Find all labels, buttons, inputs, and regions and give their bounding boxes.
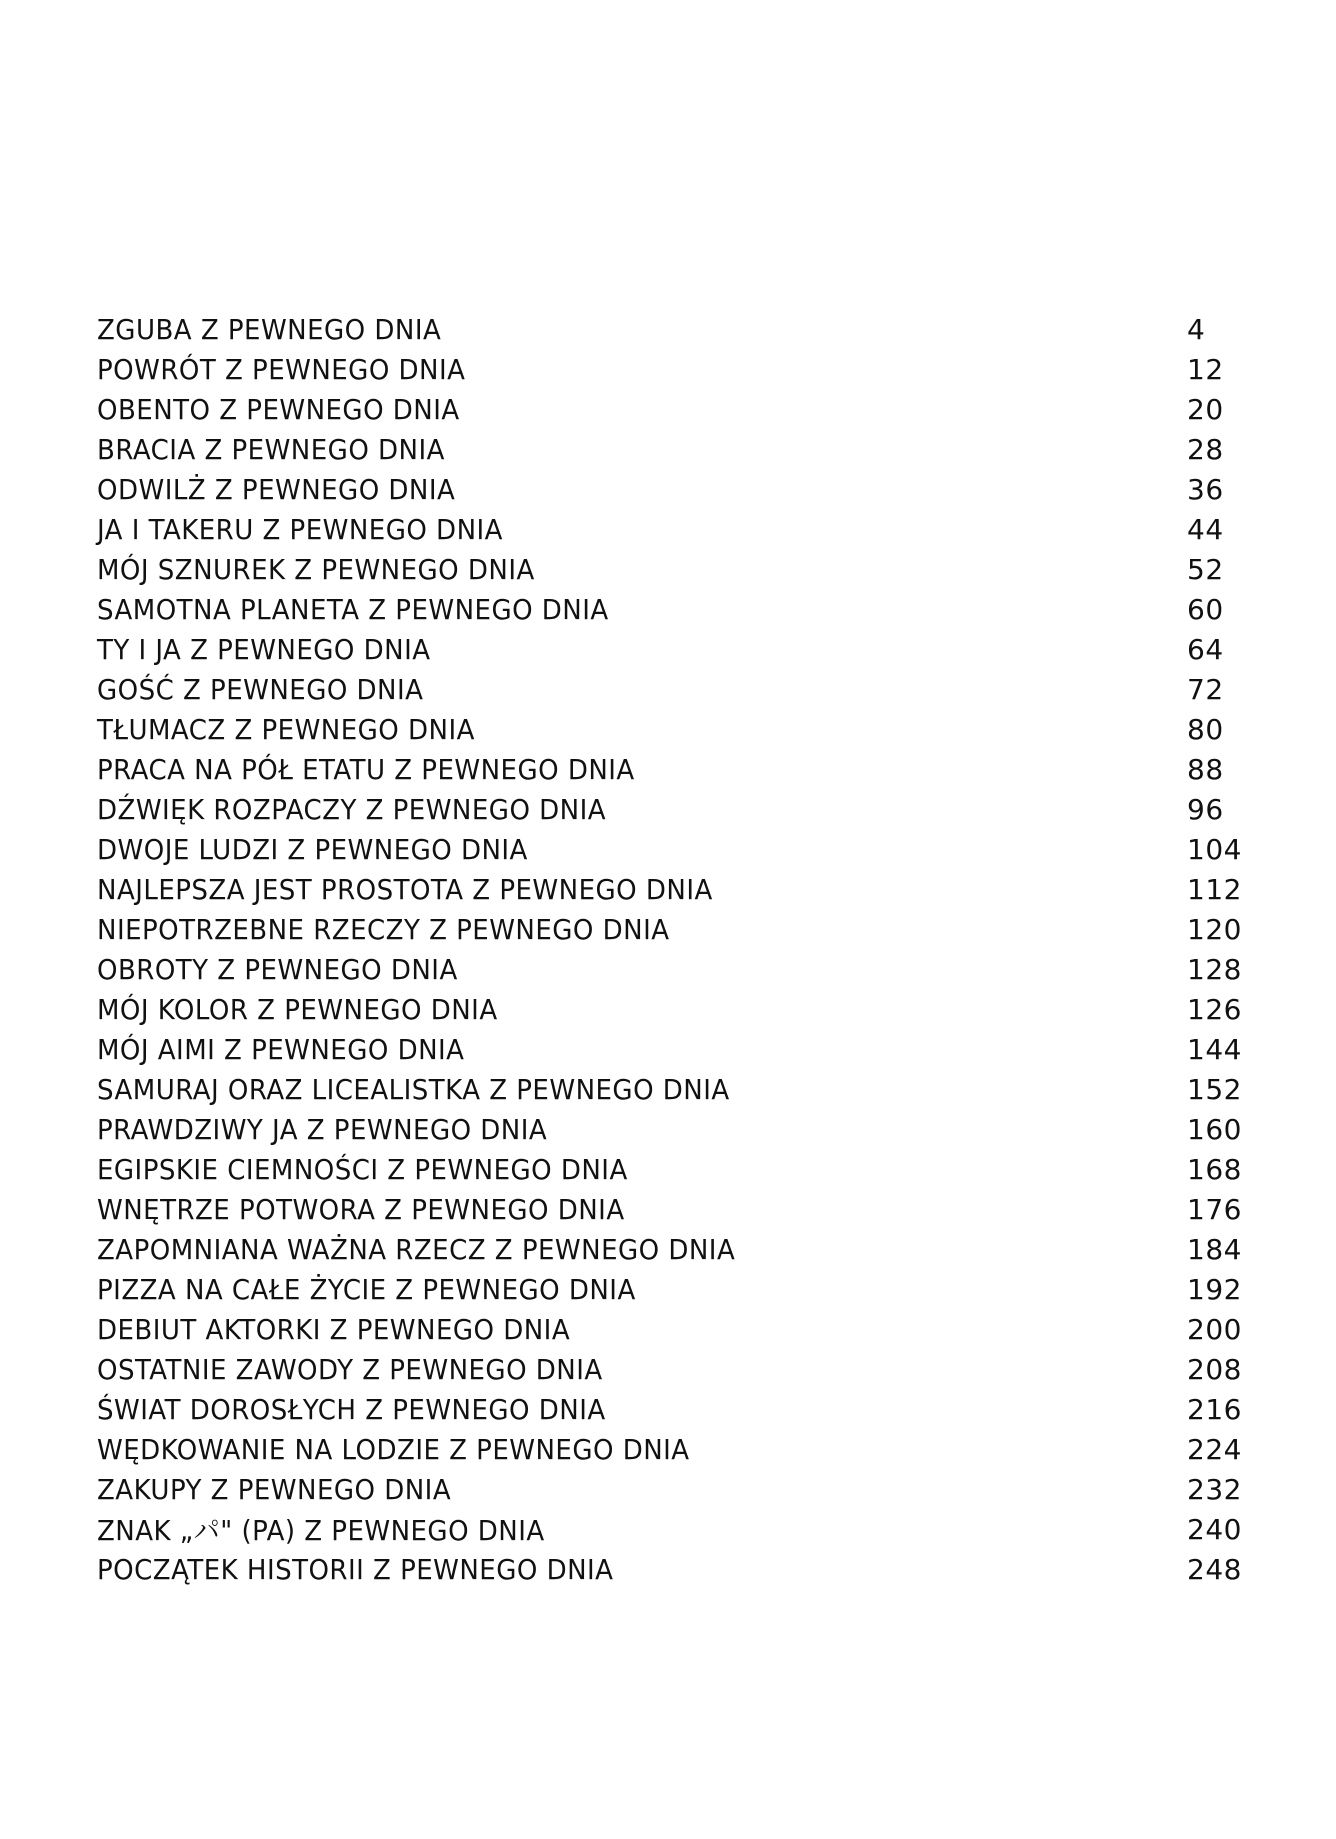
- toc-entry-page: 4: [1187, 312, 1206, 346]
- toc-entry: [97, 1469, 1267, 1509]
- toc-entry: [97, 629, 1267, 669]
- toc-entry-page: 176: [1187, 1192, 1242, 1226]
- toc-entry-page: 64: [1187, 632, 1224, 666]
- toc-entry-title: EGIPSKIE CIEMNOŚCI Z PEWNEGO DNIA: [97, 1152, 628, 1186]
- toc-entry-page: 20: [1187, 392, 1224, 426]
- toc-entry-page: 52: [1187, 552, 1224, 586]
- toc-entry: [97, 389, 1267, 429]
- toc-entry-title: WNĘTRZE POTWORA Z PEWNEGO DNIA: [97, 1192, 625, 1226]
- toc-entry: [97, 949, 1267, 989]
- toc-entry: [97, 1429, 1267, 1469]
- toc-entry-title: ŚWIAT DOROSŁYCH Z PEWNEGO DNIA: [97, 1392, 606, 1426]
- toc-entry: [97, 1269, 1267, 1309]
- toc-entry: [97, 1029, 1267, 1069]
- toc-entry: [97, 1389, 1267, 1429]
- toc-entry: [97, 829, 1267, 869]
- toc-entry-page: 112: [1187, 872, 1242, 906]
- toc-entry-page: 248: [1187, 1552, 1242, 1586]
- toc-entry-title: DŹWIĘK ROZPACZY Z PEWNEGO DNIA: [97, 792, 607, 826]
- toc-entry: [97, 709, 1267, 749]
- toc-entry: [97, 1309, 1267, 1349]
- toc-entry-page: 216: [1187, 1392, 1242, 1426]
- toc-entry: [97, 1229, 1267, 1269]
- toc-entry: [97, 589, 1267, 629]
- toc-entry-title: WĘDKOWANIE NA LODZIE Z PEWNEGO DNIA: [97, 1432, 690, 1466]
- toc-entry: [97, 1069, 1267, 1109]
- toc-entry: [97, 669, 1267, 709]
- toc-entry-page: 96: [1187, 792, 1224, 826]
- toc-entry-page: 128: [1187, 952, 1242, 986]
- toc-entry-title: SAMOTNA PLANETA Z PEWNEGO DNIA: [97, 592, 609, 626]
- toc-entry-page: 72: [1187, 672, 1224, 706]
- toc-entry-title: MÓJ SZNUREK Z PEWNEGO DNIA: [97, 552, 535, 586]
- toc-entry-title: MÓJ AIMI Z PEWNEGO DNIA: [97, 1032, 465, 1066]
- toc-entry-title: ZAKUPY Z PEWNEGO DNIA: [97, 1472, 452, 1506]
- toc-entry-page: 240: [1187, 1512, 1242, 1546]
- toc-entry-page: 120: [1187, 912, 1242, 946]
- toc-entry: [97, 1509, 1267, 1549]
- toc-entry-page: 160: [1187, 1112, 1242, 1146]
- toc-entry-page: 200: [1187, 1312, 1242, 1346]
- toc-entry-page: 192: [1187, 1272, 1242, 1306]
- toc-entry-title: ZAPOMNIANA WAŻNA RZECZ Z PEWNEGO DNIA: [97, 1232, 736, 1266]
- toc-entry-title: NAJLEPSZA JEST PROSTOTA Z PEWNEGO DNIA: [97, 872, 713, 906]
- toc-entry: [97, 1149, 1267, 1189]
- toc-entry-title: ODWILŻ Z PEWNEGO DNIA: [97, 472, 456, 506]
- toc-entry: [97, 1189, 1267, 1229]
- toc-entry-title: BRACIA Z PEWNEGO DNIA: [97, 432, 445, 466]
- toc-entry: [97, 509, 1267, 549]
- toc-entry: [97, 909, 1267, 949]
- toc-entry-page: 126: [1187, 992, 1242, 1026]
- toc-entry-page: 28: [1187, 432, 1224, 466]
- toc-entry-title: OSTATNIE ZAWODY Z PEWNEGO DNIA: [97, 1352, 603, 1386]
- toc-entry-title: ZGUBA Z PEWNEGO DNIA: [97, 312, 442, 346]
- toc-entry-title: PRAWDZIWY JA Z PEWNEGO DNIA: [97, 1112, 548, 1146]
- toc-entry: [97, 1549, 1267, 1589]
- toc-entry-title: OBENTO Z PEWNEGO DNIA: [97, 392, 460, 426]
- toc-entry-page: 44: [1187, 512, 1224, 546]
- toc-entry: [97, 309, 1267, 349]
- toc-entry-page: 144: [1187, 1032, 1242, 1066]
- toc-entry-title: JA I TAKERU Z PEWNEGO DNIA: [97, 512, 503, 546]
- toc-entry: [97, 749, 1267, 789]
- toc-entry-title: PIZZA NA CAŁE ŻYCIE Z PEWNEGO DNIA: [97, 1272, 636, 1306]
- toc-entry-title: TŁUMACZ Z PEWNEGO DNIA: [97, 712, 475, 746]
- toc-entry: [97, 429, 1267, 469]
- toc-entry: [97, 789, 1267, 829]
- toc-entry: [97, 1349, 1267, 1389]
- toc-entry: [97, 469, 1267, 509]
- toc-entry-page: 184: [1187, 1232, 1242, 1266]
- toc-entry-title: GOŚĆ Z PEWNEGO DNIA: [97, 672, 424, 706]
- toc-entry: [97, 989, 1267, 1029]
- toc-entry-title: POWRÓT Z PEWNEGO DNIA: [97, 352, 466, 386]
- toc-entry-title: NIEPOTRZEBNE RZECZY Z PEWNEGO DNIA: [97, 912, 670, 946]
- toc-entry-page: 224: [1187, 1432, 1242, 1466]
- toc-entry-title: SAMURAJ ORAZ LICEALISTKA Z PEWNEGO DNIA: [97, 1072, 730, 1106]
- toc-entry-title: POCZĄTEK HISTORII Z PEWNEGO DNIA: [97, 1552, 614, 1586]
- toc-entry-page: 80: [1187, 712, 1224, 746]
- toc-entry-title: DWOJE LUDZI Z PEWNEGO DNIA: [97, 832, 528, 866]
- toc-entry: [97, 549, 1267, 589]
- toc-entry: [97, 1109, 1267, 1149]
- table-of-contents: [97, 309, 1267, 1589]
- toc-entry: [97, 869, 1267, 909]
- toc-entry-page: 36: [1187, 472, 1224, 506]
- toc-entry-page: 208: [1187, 1352, 1242, 1386]
- toc-entry-page: 232: [1187, 1472, 1242, 1506]
- toc-entry-title: DEBIUT AKTORKI Z PEWNEGO DNIA: [97, 1312, 571, 1346]
- toc-entry-title: MÓJ KOLOR Z PEWNEGO DNIA: [97, 992, 498, 1026]
- toc-entry-page: 60: [1187, 592, 1224, 626]
- toc-entry-title: TY I JA Z PEWNEGO DNIA: [97, 632, 431, 666]
- toc-entry-page: 152: [1187, 1072, 1242, 1106]
- toc-entry: [97, 349, 1267, 389]
- toc-entry-title: ZNAK „パ" (PA) Z PEWNEGO DNIA: [97, 1514, 545, 1547]
- toc-entry-page: 168: [1187, 1152, 1242, 1186]
- toc-entry-title: PRACA NA PÓŁ ETATU Z PEWNEGO DNIA: [97, 752, 635, 786]
- toc-entry-page: 12: [1187, 352, 1224, 386]
- toc-entry-page: 88: [1187, 752, 1224, 786]
- toc-entry-page: 104: [1187, 832, 1242, 866]
- toc-entry-title: OBROTY Z PEWNEGO DNIA: [97, 952, 458, 986]
